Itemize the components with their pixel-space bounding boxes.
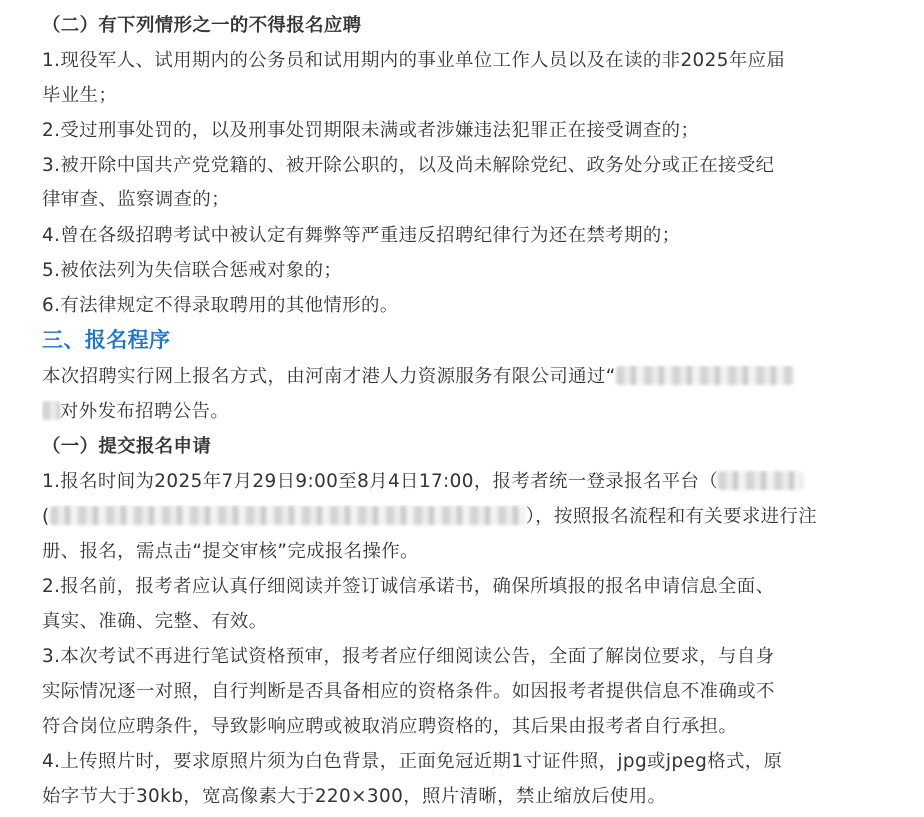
paragraph-line: 3.被开除中国共产党党籍的、被开除公职的，以及尚未解除党纪、政务处分或正在接受纪	[42, 155, 775, 176]
paragraph-line: 2.报名前，报考者应认真仔细阅读并签订诚信承诺书，确保所填报的报名申请信息全面、	[42, 576, 775, 597]
paragraph-line: 始字节大于30kb，宽高像素大于220×300，照片清晰，禁止缩放后使用。	[42, 786, 667, 807]
paragraph-line: 1.现役军人、试用期内的公务员和试用期内的事业单位工作人员以及在读的非2025年应届	[42, 50, 786, 71]
redacted-text	[616, 366, 794, 385]
paragraph-line	[42, 470, 902, 494]
redacted-text	[42, 401, 60, 420]
paragraph-line: 真实、准确、完整、有效。	[42, 611, 268, 632]
paragraph-text: 对外发布招聘公告。	[60, 401, 230, 422]
paragraph-line	[42, 365, 902, 389]
paragraph-line: 毕业生；	[42, 85, 118, 106]
heading-submit-application: （一）提交报名申请	[42, 436, 212, 457]
paragraph-line: 5.被依法列为失信联合惩戒对象的；	[42, 260, 343, 281]
heading-disqualifications: （二）有下列情形之一的不得报名应聘	[42, 15, 362, 36]
paragraph-line	[42, 505, 902, 529]
redacted-url	[50, 506, 526, 525]
paragraph-text: ），按照报名流程和有关要求进行注	[525, 506, 818, 527]
paragraph-line: 3.本次考试不再进行笔试资格预审，报考者应仔细阅读公告，全面了解岗位要求，与自身	[42, 646, 775, 667]
paragraph-line: 2.受过刑事处罚的，以及刑事处罚期限未满或者涉嫌违法犯罪正在接受调查的；	[42, 120, 700, 141]
paragraph-line: 实际情况逐一对照，自行判断是否具备相应的资格条件。如因报考者提供信息不准确或不	[42, 681, 775, 702]
paragraph-text: 1.报名时间为2025年7月29日9:00至8月4日17:00，报考者统一登录报名平台（	[42, 471, 719, 492]
paragraph-line: 4.上传照片时，要求原照片须为白色背景，正面免冠近期1寸证件照，jpg或jpeg格式，原	[42, 751, 783, 772]
section-title-registration: 三、报名程序	[42, 328, 171, 352]
paragraph-line: 6.有法律规定不得录取聘用的其他情形的。	[42, 295, 399, 316]
paragraph-line: 册、报名，需点击“提交审核”完成报名操作。	[42, 541, 419, 562]
paragraph-text: (	[42, 506, 50, 527]
paragraph-line: 4.曾在各级招聘考试中被认定有舞弊等严重违反招聘纪律行为还在禁考期的；	[42, 225, 681, 246]
paragraph-text: 本次招聘实行网上报名方式，由河南才港人力资源服务有限公司通过“	[42, 366, 616, 387]
paragraph-line: 律审查、监察调查的；	[42, 189, 230, 210]
redacted-text	[718, 471, 803, 490]
paragraph-line	[42, 400, 902, 424]
paragraph-line: 符合岗位应聘条件，导致影响应聘或被取消应聘资格的，其后果由报考者自行承担。	[42, 716, 738, 737]
